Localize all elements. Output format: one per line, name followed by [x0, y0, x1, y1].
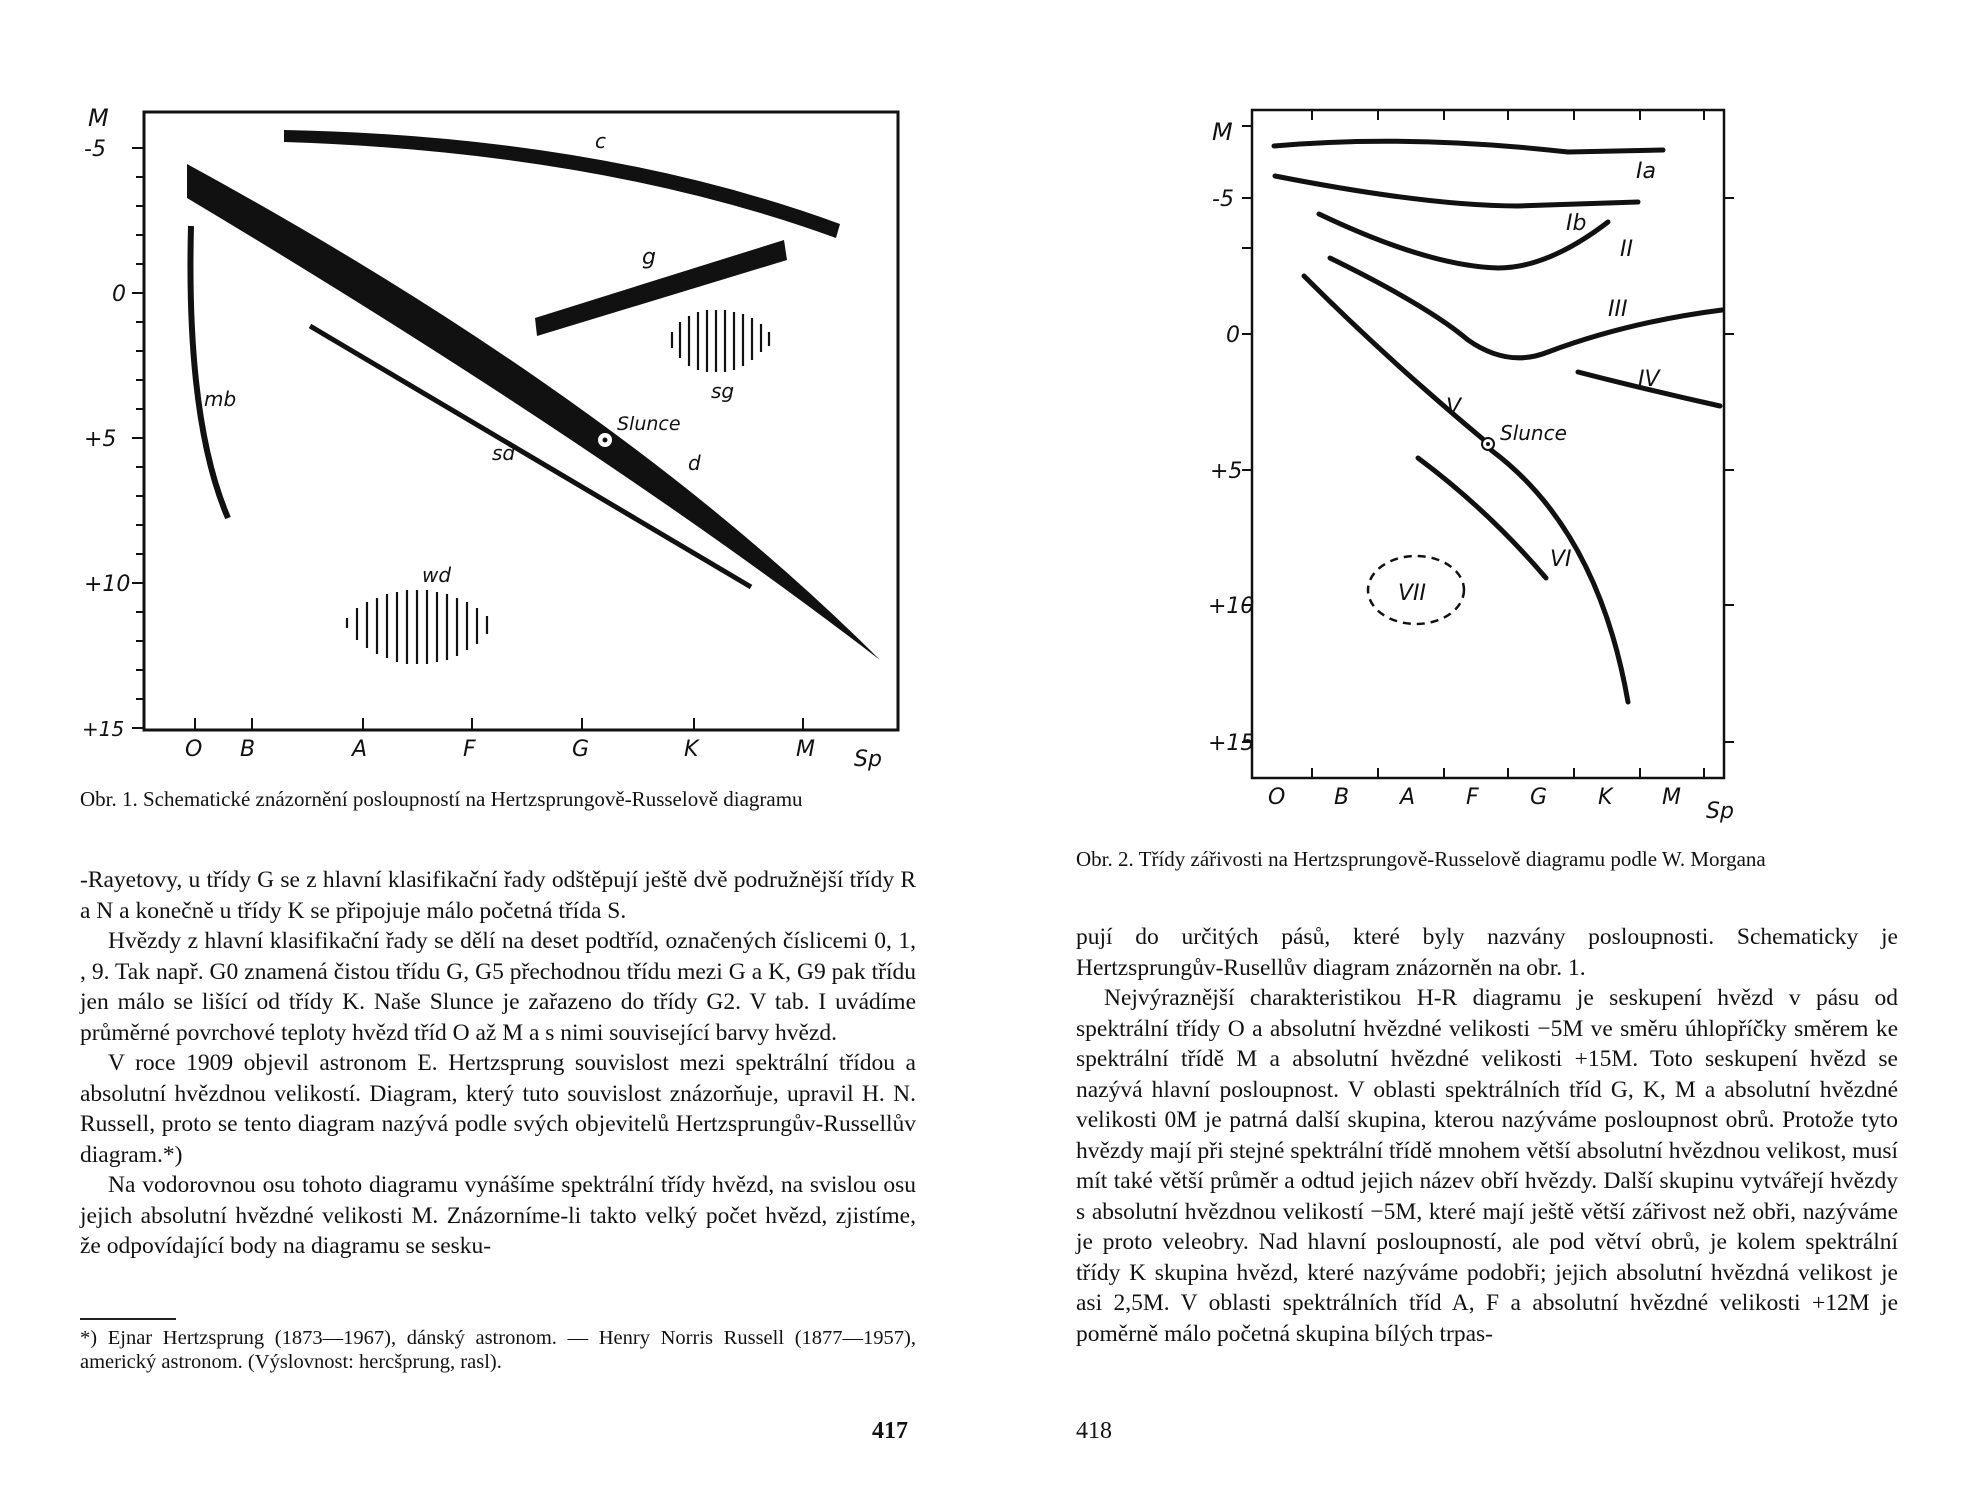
x-tick-label: B: [240, 737, 256, 762]
line-sd: [310, 326, 751, 587]
label-III: III: [1608, 297, 1628, 322]
page-number: 417: [872, 1418, 908, 1444]
label-d: d: [688, 451, 701, 475]
band-c: [284, 130, 840, 238]
hatch-sg: [672, 310, 769, 372]
label-VII: VII: [1398, 581, 1427, 606]
footnote: *) Ejnar Hertzsprung (1873—1967), dánský astronom. — Henry Norris Russell (1877—1957), americký astronom. (Výslovnost: hercšprung, rasl).: [80, 1327, 916, 1373]
x-tick-label: K: [684, 737, 699, 762]
x-tick-label: A: [1400, 785, 1416, 810]
caption-text: Schematické znázornění posloupností na Hertzsprungově-Russelově diagramu: [143, 787, 803, 811]
curve-mb: [190, 226, 228, 518]
y-tick-label: +5: [84, 427, 117, 452]
paragraph: -Rayetovy, u třídy G se z hlavní klasifikační řady odštěpují ještě dvě podružnější třídy R a N a konečně u třídy K se připojuje málo početná třída S.: [80, 867, 916, 924]
paragraph: Hvězdy z hlavní klasifikační řady se dělí na deset podtříd, označených číslicemi 0, 1, , 9. Tak např. G0 znamená čistou třídu G, G5 přechodnou třídu mezi G a K, G9 pak třídu jen málo se lišící od třídy K. Naše Slunce je zařazeno do třídy G2. V tab. I uvádíme průměrné povrchové teploty hvězd tříd O až M a s nimi související barvy hvězd.: [80, 928, 916, 1046]
label-sd: sd: [492, 441, 516, 465]
y-tick-label: -5: [1212, 187, 1234, 212]
x-tick-label: B: [1334, 785, 1350, 810]
figure-2-caption: [1076, 848, 1898, 870]
label-IV: IV: [1638, 367, 1660, 392]
paragraph: pují do určitých pásů, které byly nazvány posloupnosti. Schematicky je Hertzsprungův-Rusellův diagram znázorněn na obr. 1.: [1076, 924, 1898, 981]
hr-diagram-figure-2: [1208, 100, 1768, 840]
x-tick-label: G: [572, 737, 590, 762]
x-tick-label: M: [1662, 785, 1681, 810]
label-wd: wd: [422, 563, 452, 587]
label-sg: sg: [711, 379, 735, 403]
footnote-rule: [80, 1318, 176, 1320]
y-tick-label: +15: [1208, 731, 1255, 756]
y-tick-label: +5: [1210, 459, 1243, 484]
x-tick-label: M: [796, 737, 815, 762]
y-tick-label: 0: [112, 282, 126, 307]
caption-number: Obr. 1.: [80, 787, 138, 811]
label-Ib: Ib: [1566, 211, 1587, 236]
y-axis-label: M: [88, 104, 109, 132]
label-VI: VI: [1550, 547, 1572, 572]
label-c: c: [595, 129, 606, 153]
top-ticks: [1312, 110, 1704, 120]
left-body-text: [80, 865, 916, 1262]
x-ticks: [195, 718, 803, 730]
figure-1-svg: [80, 100, 900, 780]
x-tick-label: O: [1268, 785, 1286, 810]
right-body-text: [1076, 922, 1898, 1349]
paragraph: V roce 1909 objevil astronom E. Hertzsprung souvislost mezi spektrální třídou a absolutní hvězdnou velikostí. Diagram, který tuto souvislost znázorňuje, upravil H. N. Russell, proto se tento diagram nazývá podle svých objevitelů Hertzsprungův-Russellův diagram.*): [80, 1050, 916, 1168]
x-tick-label: K: [1598, 785, 1613, 810]
y-ticks: [1242, 126, 1252, 742]
band-g: [535, 240, 787, 336]
x-axis-label: Sp: [854, 747, 882, 772]
y-tick-label: 0: [1226, 323, 1240, 348]
label-mb: mb: [204, 387, 237, 411]
label-II: II: [1620, 237, 1633, 262]
hatch-wd: [347, 590, 487, 664]
label-slunce: Slunce: [1500, 421, 1567, 445]
curve-III: [1330, 258, 1722, 358]
figure-1-caption: [80, 788, 920, 810]
x-tick-label: O: [185, 737, 203, 762]
paragraph: Na vodorovnou osu tohoto diagramu vynášíme spektrální třídy hvězd, na svislou osu jejich absolutní hvězdné velikosti M. Znázorníme-li takto velký počet hvězd, zjistíme, že odpovídající body na diagramu se sesku-: [80, 1172, 916, 1259]
label-V: V: [1446, 395, 1462, 420]
x-tick-label: F: [1466, 785, 1479, 810]
x-axis-label: Sp: [1706, 799, 1734, 824]
curve-Ib: [1275, 176, 1638, 206]
y-tick-label: +15: [82, 717, 125, 741]
y-ticks-right: [1724, 198, 1734, 742]
y-axis-label: M: [1212, 118, 1233, 146]
y-tick-label: +10: [84, 572, 131, 597]
sun-symbol: [1482, 438, 1494, 450]
figure-2-svg: [1208, 100, 1768, 840]
sun-symbol: [597, 432, 613, 448]
x-tick-label: F: [463, 737, 476, 762]
y-tick-label: +10: [1208, 594, 1255, 619]
x-tick-label: G: [1530, 785, 1548, 810]
paragraph: Nejvýraznější charakteristikou H-R diagramu je seskupení hvězd v pásu od spektrální třídy O a absolutní hvězdné velikosti −5M ve směru úhlopříčky směrem ke spektrální třídě M a absolutní hvězdné velikosti +15M. Toto seskupení hvězd se nazývá hlavní posloupnost. V oblasti spektrálních tříd G, K, M a absolutní hvězdné velikosti 0M je patrná další skupina, kterou nazýváme posloupnost obrů. Protože tyto hvězdy mají při stejné spektrální třídě mnohem větší absolutní hvězdnou velikost, musí mít také větší průměr a odtud jejich název obří hvězdy. Další skupinu vytvářejí hvězdy s absolutní hvězdnou velikostí −5M, které mají ještě větší zářivost než obři, nazýváme je proto veleobry. Nad hlavní posloupností, ale pod větví obrů, je kolem spektrální třídy K skupina hvězd, které nazýváme podobři; jejich absolutní hvězdná velikost je asi 2,5M. V oblasti spektrálních tříd A, F a absolutní hvězdné velikosti +12M je poměrně málo početná skupina bílých trpas-: [1076, 985, 1898, 1347]
curve-Ia: [1274, 141, 1663, 152]
caption-text: Třídy zářivosti na Hertzsprungově-Russelově diagramu podle W. Morgana: [1138, 847, 1766, 871]
label-Ia: Ia: [1636, 159, 1656, 184]
right-page: [990, 0, 1980, 1500]
label-g: g: [642, 245, 656, 270]
x-ticks: [1312, 768, 1704, 778]
label-slunce: Slunce: [617, 413, 681, 435]
y-minor-ticks: [132, 148, 144, 728]
page-number: 418: [1076, 1418, 1112, 1444]
caption-number: Obr. 2.: [1076, 847, 1134, 871]
y-tick-label: -5: [84, 137, 106, 162]
band-d-main-sequence: [187, 164, 880, 660]
x-tick-label: A: [352, 737, 368, 762]
hr-diagram-figure-1: [80, 100, 900, 780]
curve-II: [1319, 214, 1608, 268]
